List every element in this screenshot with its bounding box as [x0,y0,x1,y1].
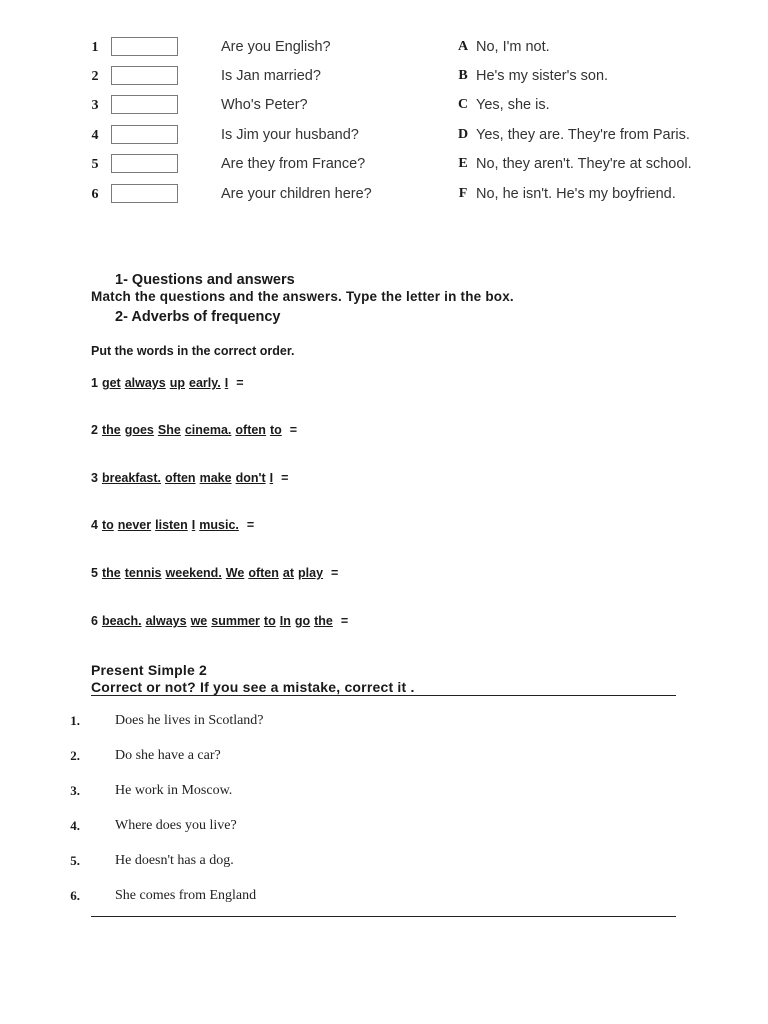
scrambled-word: We [225,566,245,580]
correction-item [0,816,768,836]
question-number: 6 [91,187,99,202]
equals-sign: = [340,614,349,628]
sentence-number: 2 [91,423,98,437]
equals-sign: = [331,566,339,580]
scrambled-word: tennis [124,566,162,580]
sentence-number: 6 [91,614,98,628]
scrambled-word: summer [211,614,260,628]
word-order-sentence [91,565,338,581]
answer-box-1[interactable] [111,37,178,56]
answer-letter: C [457,97,469,112]
section-heading-present-simple: Present Simple 2 [91,662,208,678]
question-text: Is Jan married? [221,68,321,84]
scrambled-word: make [199,471,232,485]
item-sentence: Does he lives in Scotland? [115,713,264,728]
scrambled-word: often [248,566,279,580]
match-row [0,154,768,176]
question-number: 2 [91,69,99,84]
scrambled-word: the [101,423,121,437]
sentence-number: 3 [91,471,98,485]
divider-top [91,695,676,696]
scrambled-word: cinema. [184,423,232,437]
scrambled-word: go [294,614,311,628]
answer-text: No, they aren't. They're at school. [476,156,692,172]
item-number: 1. [70,713,80,728]
section-heading-adverbs: 2- Adverbs of frequency [115,309,281,325]
correction-item [0,886,768,906]
equals-sign: = [289,423,298,437]
answer-letter: F [458,186,468,201]
scrambled-word: play [298,566,324,580]
scrambled-word: always [124,376,166,390]
item-sentence: Do she have a car? [115,748,221,763]
answer-letter: E [458,156,468,171]
scrambled-word: never [117,518,152,532]
section-instruction-match: Match the questions and the answers. Type the letter in the box. [91,289,514,304]
answer-box-5[interactable] [111,154,178,173]
equals-sign: = [236,376,244,390]
answer-box-3[interactable] [111,95,178,114]
answer-text: Yes, they are. They're from Paris. [476,127,690,143]
divider-bottom [91,916,676,917]
question-text: Who's Peter? [221,97,308,113]
answer-text: No, he isn't. He's my boyfriend. [476,186,676,202]
scrambled-word: to [101,518,114,532]
correction-item [0,781,768,801]
correction-item [0,851,768,871]
answer-letter: A [457,39,469,54]
answer-box-4[interactable] [111,125,178,144]
scrambled-word: listen [155,518,188,532]
answer-text: No, I'm not. [476,39,550,55]
section-instruction-order: Put the words in the correct order. [91,344,295,358]
scrambled-word: She [157,423,181,437]
scrambled-word: breakfast. [101,471,162,485]
section-heading-questions-answers: 1- Questions and answers [115,272,295,288]
answer-letter: B [458,68,468,83]
word-order-sentence [91,375,244,391]
question-text: Is Jim your husband? [221,127,359,143]
scrambled-word: I [269,471,274,485]
correction-item [0,746,768,766]
match-row [0,184,768,206]
scrambled-word: we [190,614,208,628]
scrambled-word: to [263,614,276,628]
item-number: 4. [70,818,80,833]
question-number: 3 [91,98,99,113]
word-order-sentence [91,422,297,438]
match-row [0,125,768,147]
item-sentence: He doesn't has a dog. [115,853,234,868]
scrambled-word: I [191,518,196,532]
scrambled-word: at [282,566,295,580]
scrambled-word: the [101,566,121,580]
scrambled-word: In [279,614,291,628]
question-number: 5 [91,157,99,172]
item-number: 2. [70,748,80,763]
sentence-number: 1 [91,376,98,390]
section-instruction-correct: Correct or not? If you see a mistake, correct it . [91,679,415,695]
scrambled-word: up [169,376,185,390]
scrambled-word: get [101,376,121,390]
sentence-number: 5 [91,566,98,580]
scrambled-word: I [224,376,229,390]
scrambled-word: don't [235,471,266,485]
equals-sign: = [246,518,255,532]
item-number: 5. [70,853,80,868]
answer-letter: D [457,127,469,142]
match-row [0,37,768,59]
scrambled-word: to [269,423,282,437]
scrambled-word: goes [124,423,154,437]
word-order-sentence [91,517,254,533]
scrambled-word: often [235,423,266,437]
scrambled-word: beach. [101,614,142,628]
item-sentence: Where does you live? [115,818,237,833]
item-sentence: She comes from England [115,888,257,903]
word-order-sentence [91,613,348,629]
answer-box-2[interactable] [111,66,178,85]
correction-item [0,711,768,731]
match-row [0,66,768,88]
scrambled-word: always [145,614,187,628]
question-text: Are your children here? [221,186,372,202]
answer-box-6[interactable] [111,184,178,203]
scrambled-word: music. [199,518,239,532]
sentence-number: 4 [91,518,98,532]
scrambled-word: early. [189,376,221,390]
question-text: Are you English? [221,39,331,55]
scrambled-word: the [314,614,333,628]
question-text: Are they from France? [221,156,366,172]
item-number: 3. [70,783,80,798]
word-order-sentence [91,470,288,486]
answer-text: He's my sister's son. [476,68,609,84]
item-number: 6. [70,888,80,903]
item-sentence: He work in Moscow. [115,783,233,798]
question-number: 1 [91,40,99,55]
scrambled-word: weekend. [165,566,222,580]
scrambled-word: often [165,471,196,485]
match-row [0,95,768,117]
equals-sign: = [281,471,289,485]
answer-text: Yes, she is. [476,97,550,113]
question-number: 4 [91,128,99,143]
